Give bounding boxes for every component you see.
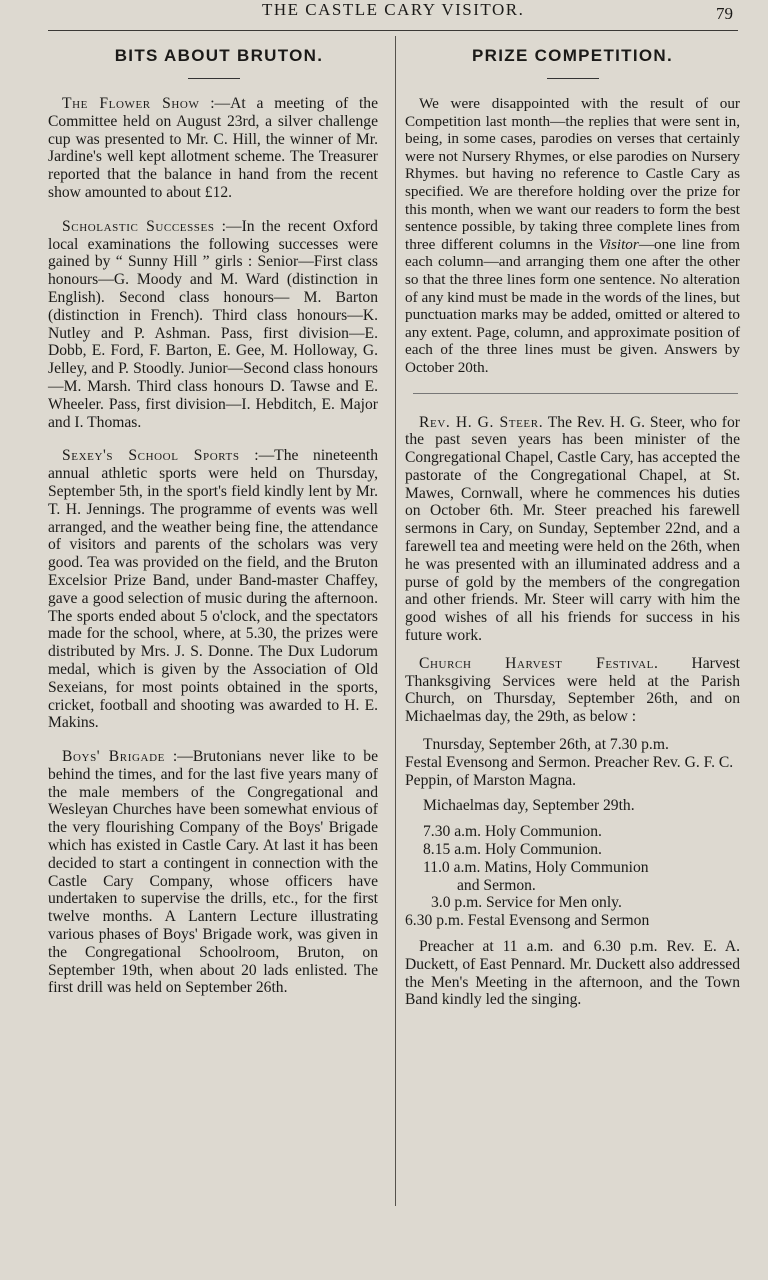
article-lead: Rev. H. G. Steer. xyxy=(419,413,544,431)
article-body: :—In the recent Oxford local examinations the following successes were gained by “ Sunny Hill ” girls : Senior—First class honours—G. Moody and M. Ward (distinction in English). Second class honours— M. Barton (distinction in French). Third class honours—K. Nutley and P. Ashman. Pass, first division—E. Dobb, E. Ford, F. Barton, E. Gee, M. Holloway, G. Jelley, and P. Stoodly. Junior—Second class honours—M. Marsh. Third class honours D. Tawse and E. Wheeler. Pass, first division—I. Hebditch, E. Major and I. Thomas. xyxy=(48,217,378,431)
service-item xyxy=(423,841,740,859)
section-heading-bruton: BITS ABOUT BRUTON. xyxy=(114,46,324,65)
article-body: :—Brutonians never like to be behind the times, and for the last five years many of the male members of the Congregational and Wesleyan Churches have been somewhat envious of the very flourishing Company of the Boys' Brigade which has existed in Castle Cary. At last it has been decided to start a contingent in connection with the Castle Cary Company, whose officers have undertaken to supervise the drills, etc., for the first twelve months. A Lantern Lecture illustrating various phases of Boys' Brigade work, was given in the Congregational Schoolroom, Bruton, on September 19th, when about 20 lads enlisted. The first drill was held on September 26th. xyxy=(48,748,378,997)
article-body: The Rev. H. G. Steer, who for the past seven years has been minister of the Congregational Chapel, Castle Cary, has accepted the pastorate of the Congregational Chapel, at St. Mawes, Cornwall, where he commences his duties on October 6th. Mr. Steer preached his farewell sermons in Cary, on Sunday, September 22nd, and a farewell tea and meeting were held on the 26th, when he was presented with an illuminated address and a purse of gold by the members of the congregation and other friends. Mr. Steer will carry with him the good wishes of all his friends for success in his future work. xyxy=(405,413,740,645)
section-separator xyxy=(413,393,738,394)
thursday-detail: Festal Evensong and Sermon. Preacher Rev. G. F. C. Peppin, of Marston Magna. xyxy=(405,753,734,789)
article-body: Harvest Thanksgiving Services were held at the Parish Church, on Thursday, September 26th, and on Michaelmas day, the 29th, as below : xyxy=(405,654,740,726)
right-column xyxy=(405,40,740,1019)
service-item xyxy=(423,859,740,877)
heading-ornament xyxy=(188,78,240,79)
page-number: 79 xyxy=(716,4,733,23)
article-body: We were disappointed with the result of our Competition last month—the replies that were sent in, being, in some cases, parodies on verses that certainly were not Nursery Rhymes, or else parodies on Nursery Rhymes. but having no reference to Castle Cary as specified. We are therefore holding over the prize for this month, when we want our readers to form the best sentence possible, by taking three complete lines from three different columns in the xyxy=(405,95,740,253)
service-time: 7.30 a.m. xyxy=(423,823,482,841)
service-time: 8.15 a.m. xyxy=(423,841,482,859)
article-preacher: Preacher at 11 a.m. and 6.30 p.m. Rev. E. A. Duckett, of East Pennard. Mr. Duckett also addressed the Men's Meeting in the afternoon, and the Town Band kindly led the singing. xyxy=(405,938,740,1009)
article-rev-steer xyxy=(405,414,740,645)
header-rule xyxy=(48,30,738,31)
article-boys-brigade xyxy=(48,748,378,997)
article-lead: Church Harvest Festival. xyxy=(419,654,659,672)
service-desc: Holy Communion. xyxy=(484,823,602,841)
article-lead: Scholastic Successes xyxy=(62,217,215,235)
michaelmas-heading: Michaelmas day, September 29th. xyxy=(423,797,635,815)
section-heading-competition: PRIZE COMPETITION. xyxy=(472,46,673,65)
service-men: 3.0 p.m. Service for Men only. xyxy=(431,894,622,912)
running-title: THE CASTLE CARY VISITOR. xyxy=(262,0,525,19)
article-body: :—At a meeting of the Committee held on August 23rd, a silver challenge cup was presented to Mr. C. Hill, the winner of Mr. Jardine's well kept allotment scheme. The Treasurer reported that the balance in hand from the recent show amounted to about £12. xyxy=(48,95,378,201)
service-time: 11.0 a.m. xyxy=(423,858,481,876)
article-body-cont: —one line from each column—and arranging them one after the other so that the three lines form one sentence. No alteration of any kind must be made in the words of the lines, but punctuation marks may be added, omitted or altered to any extent. Page, column, and approximate position of each of the three lines must be given. Answers by October 20th. xyxy=(405,235,740,376)
service-desc: Matins, Holy Communion xyxy=(484,858,649,876)
article-lead: The Flower Show xyxy=(62,95,200,112)
heading-ornament xyxy=(547,78,599,79)
article-body: :—The nineteenth annual athletic sports were held on Thursday, September 5th, in the sport's field kindly lent by Mr. T. H. Jennings. The programme of events was well arranged, and the weather being fine, the attendance of visitors and parents of the scholars was very good. Tea was provided on the field, and the Bruton Excelsior Prize Band, under Band-master Chaffey, gave a good selection of music during the afternoon. The sports ended about 5 o'clock, and the spectators made for the school, where, at 5.30, the prizes were distributed by Mrs. J. S. Donne. The Dux Ludorum medal, which is given by the Association of Old Sexeians, for most points obtained in the sports, cricket, football and shooting was awarded to H. E. Makins. xyxy=(48,447,378,732)
column-divider xyxy=(395,36,396,1206)
article-lead: Sexey's School Sports xyxy=(62,447,240,465)
service-evening: 6.30 p.m. Festal Evensong and Sermon xyxy=(405,912,650,930)
service-item xyxy=(423,823,740,841)
article-flower-show xyxy=(48,95,378,202)
left-column xyxy=(48,40,378,1013)
article-scholastic xyxy=(48,218,378,432)
thursday-service xyxy=(405,736,740,789)
service-list xyxy=(405,823,740,930)
service-item-cont: and Sermon. xyxy=(457,876,536,894)
article-lead: Boys' Brigade xyxy=(62,748,165,766)
article-harvest-festival xyxy=(405,655,740,726)
article-competition xyxy=(405,95,740,377)
thursday-line: Tnursday, September 26th, at 7.30 p.m. xyxy=(423,736,669,754)
service-desc: Holy Communion. xyxy=(484,841,602,859)
visitor-italic: Visitor xyxy=(598,235,639,253)
article-sexey-sports xyxy=(48,447,378,732)
